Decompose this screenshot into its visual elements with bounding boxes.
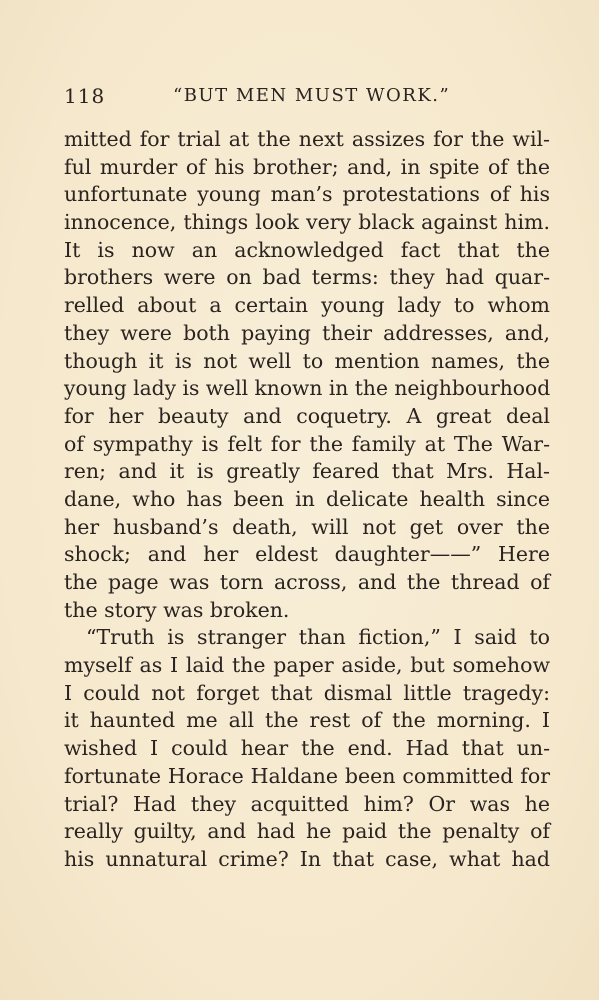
text-line: it haunted me all the rest of the morning. I bbox=[64, 708, 550, 733]
text-line: It is now an acknowledged fact that the bbox=[64, 237, 550, 262]
text-line: her husband’s death, will not get over the bbox=[64, 514, 550, 539]
text-line: ren; and it is greatly feared that Mrs. Hal- bbox=[64, 459, 550, 484]
text-line: his unnatural crime? In that case, what had bbox=[64, 846, 550, 871]
text-line: though it is not well to mention names, the bbox=[64, 348, 550, 373]
text-line: really guilty, and had he paid the penalty of bbox=[64, 819, 550, 844]
text-line: myself as I laid the paper aside, but somehow bbox=[64, 653, 550, 678]
text-line: innocence, things look very black against him. bbox=[64, 210, 550, 235]
text-line: for her beauty and coquetry. A great deal bbox=[64, 403, 550, 428]
text-line: I could not forget that dismal little tragedy: bbox=[64, 680, 550, 705]
running-title: “BUT MEN MUST WORK.” bbox=[173, 85, 451, 106]
text-line: relled about a certain young lady to whom bbox=[64, 293, 550, 318]
text-line: wished I could hear the end. Had that un- bbox=[64, 736, 550, 761]
text-line: trial? Had they acquitted him? Or was he bbox=[64, 791, 550, 816]
body-text bbox=[64, 126, 550, 874]
page-header bbox=[64, 84, 550, 114]
text-line: they were both paying their addresses, and, bbox=[64, 320, 550, 345]
text-line: mitted for trial at the next assizes for the wil- bbox=[64, 127, 550, 151]
text-line: young lady is well known in the neighbourhood bbox=[64, 376, 551, 401]
text-line: shock; and her eldest daughter——” Here bbox=[64, 542, 550, 567]
text-line: dane, who has been in delicate health since bbox=[64, 486, 550, 511]
text-line: unfortunate young man’s protestations of his bbox=[64, 182, 550, 207]
text-line: brothers were on bad terms: they had quar- bbox=[64, 265, 550, 290]
text-line: ful murder of his brother; and, in spite of the bbox=[64, 154, 550, 179]
text-line: “Truth is stranger than fiction,” I said to bbox=[86, 625, 550, 650]
page-number: 118 bbox=[64, 84, 106, 108]
text-line: the page was torn across, and the thread of bbox=[64, 570, 550, 594]
text-line: the story was broken. bbox=[64, 597, 290, 622]
text-line: of sympathy is felt for the family at The War- bbox=[64, 431, 550, 456]
text-line: fortunate Horace Haldane been committed for bbox=[64, 763, 550, 788]
